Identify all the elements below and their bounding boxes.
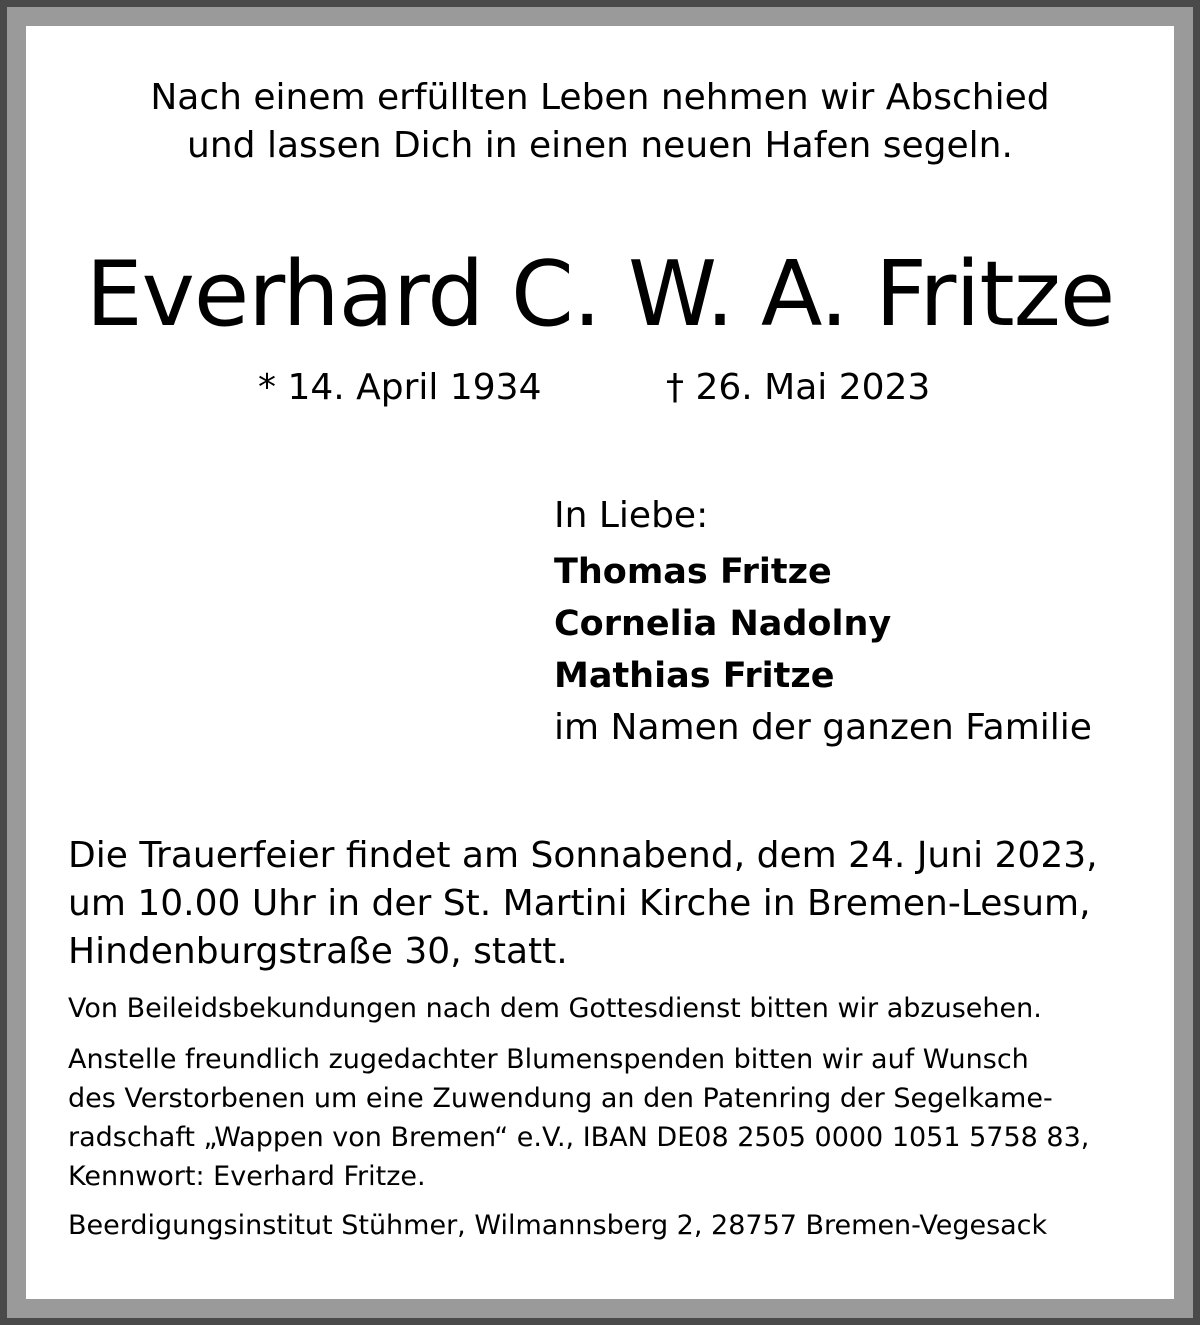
funeral-home: Beerdigungsinstitut Stühmer, Wilmannsberg 2, 28757 Bremen-Vegesack [68,1210,1048,1241]
donation-line-1: Anstelle freundlich zugedachter Blumenspenden bitten wir auf Wunsch [68,1044,1029,1075]
service-line-3: Hindenburgstraße 30, statt. [68,931,568,972]
birth-date: * 14. April 1934 [258,367,542,408]
donation-line-2: des Verstorbenen um eine Zuwendung an den Patenring der Segelkame- [68,1083,1053,1114]
condolences-note: Von Beileidsbekundungen nach dem Gottesdienst bitten wir abzusehen. [68,993,1042,1024]
deceased-name: Everhard C. W. A. Fritze [85,242,1115,347]
motto-line-2: und lassen Dich in einen neuen Hafen segeln. [187,125,1013,166]
motto-line-1: Nach einem erfüllten Leben nehmen wir Abschied [150,77,1050,118]
donation-line-3: radschaft „Wappen von Bremen“ e.V., IBAN DE08 2505 0000 1051 5758 83, [68,1122,1090,1153]
family-member-3: Mathias Fritze [554,656,835,696]
service-line-2: um 10.00 Uhr in der St. Martini Kirche in Bremen-Lesum, [68,883,1091,924]
service-line-1: Die Trauerfeier findet am Sonnabend, dem 24. Juni 2023, [68,835,1098,876]
death-date: † 26. Mai 2023 [666,367,931,408]
family-member-1: Thomas Fritze [554,552,832,592]
family-closing: im Namen der ganzen Familie [554,707,1092,748]
family-member-2: Cornelia Nadolny [554,604,892,644]
family-intro: In Liebe: [554,495,709,536]
donation-line-4: Kennwort: Everhard Fritze. [68,1161,426,1192]
